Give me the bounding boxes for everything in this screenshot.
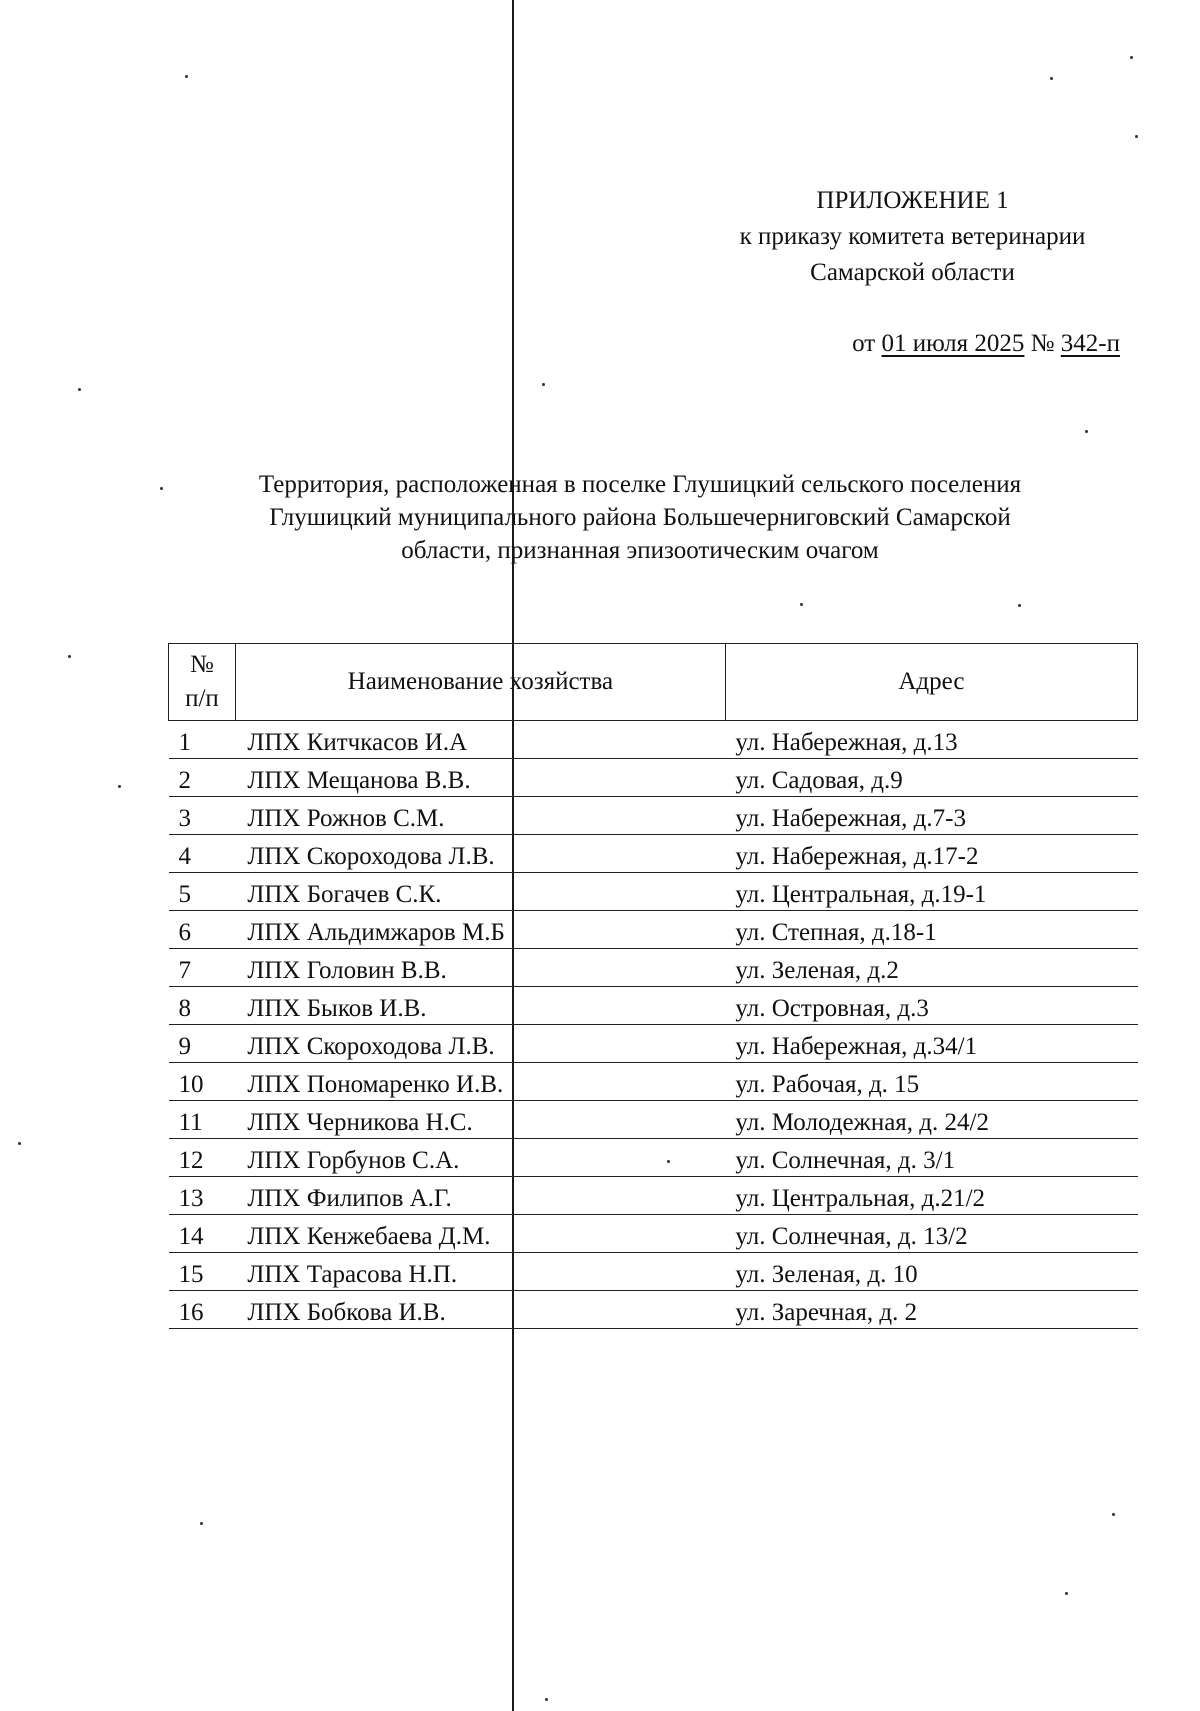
row-number: 8	[169, 987, 236, 1025]
household-address: ул. Солнечная, д. 13/2	[725, 1215, 1137, 1253]
table-row	[169, 1253, 1138, 1291]
scan-speck	[1050, 77, 1053, 80]
scan-speck	[78, 388, 81, 391]
order-date-line	[760, 326, 1120, 362]
table-header	[169, 644, 1138, 721]
household-name: ЛПХ Скороходова Л.В.	[235, 835, 725, 873]
household-name: ЛПХ Черникова Н.С.	[235, 1101, 725, 1139]
household-address: ул. Центральная, д.19-1	[725, 873, 1137, 911]
household-address: ул. Зеленая, д. 10	[725, 1253, 1137, 1291]
table-row	[169, 759, 1138, 797]
table-row	[169, 1063, 1138, 1101]
appendix-order-reference: к приказу комитета ветеринарии	[739, 223, 1086, 250]
appendix-region: Самарской области	[810, 259, 1015, 286]
household-name: ЛПХ Китчкасов И.А	[235, 721, 725, 759]
row-number: 9	[169, 1025, 236, 1063]
row-number: 7	[169, 949, 236, 987]
row-number: 3	[169, 797, 236, 835]
row-number: 13	[169, 1177, 236, 1215]
table-row	[169, 1291, 1138, 1329]
row-number: 10	[169, 1063, 236, 1101]
household-name: ЛПХ Быков И.В.	[235, 987, 725, 1025]
scan-speck	[800, 603, 803, 606]
table-row	[169, 835, 1138, 873]
household-name: ЛПХ Головин В.В.	[235, 949, 725, 987]
order-number-sign: №	[1030, 330, 1055, 357]
table-row	[169, 1101, 1138, 1139]
household-address: ул. Солнечная, д. 3/1	[725, 1139, 1137, 1177]
household-address: ул. Рабочая, д. 15	[725, 1063, 1137, 1101]
household-name: ЛПХ Горбунов С.А.	[235, 1139, 725, 1177]
row-number: 15	[169, 1253, 236, 1291]
table-row	[169, 949, 1138, 987]
document-title	[180, 468, 1100, 567]
household-name: ЛПХ Бобкова И.В.	[235, 1291, 725, 1329]
table-body	[169, 721, 1138, 1329]
table-row	[169, 1215, 1138, 1253]
header-number-abbrev: п/п	[185, 685, 219, 712]
households-table	[168, 643, 1138, 1329]
household-address: ул. Заречная, д. 2	[725, 1291, 1137, 1329]
table-row	[169, 1139, 1138, 1177]
table-row	[169, 987, 1138, 1025]
row-number: 1	[169, 721, 236, 759]
scan-speck	[200, 1522, 203, 1525]
scan-speck	[1130, 56, 1133, 59]
title-line: области, признанная эпизоотическим очагом	[401, 537, 879, 564]
household-name: ЛПХ Мещанова В.В.	[235, 759, 725, 797]
title-line: Глушицкий муниципального района Большечерниговский Самарской	[269, 504, 1011, 531]
row-number: 11	[169, 1101, 236, 1139]
household-address: ул. Центральная, д.21/2	[725, 1177, 1137, 1215]
household-address: ул. Набережная, д.34/1	[725, 1025, 1137, 1063]
household-address: ул. Набережная, д.17-2	[725, 835, 1137, 873]
row-number: 4	[169, 835, 236, 873]
scan-speck	[185, 75, 188, 78]
scan-speck	[18, 1142, 21, 1145]
scan-speck	[1018, 604, 1021, 607]
household-name: ЛПХ Рожнов С.М.	[235, 797, 725, 835]
scan-speck	[1135, 135, 1138, 138]
scan-speck	[1085, 430, 1088, 433]
household-address: ул. Садовая, д.9	[725, 759, 1137, 797]
scan-speck	[1065, 1592, 1068, 1595]
household-address: ул. Степная, д.18-1	[725, 911, 1137, 949]
table-row	[169, 1177, 1138, 1215]
row-number: 14	[169, 1215, 236, 1253]
household-name: ЛПХ Филипов А.Г.	[235, 1177, 725, 1215]
order-date: 01 июля 2025	[881, 330, 1025, 357]
household-name: ЛПХ Тарасова Н.П.	[235, 1253, 725, 1291]
table-header-row	[169, 644, 1138, 721]
scan-speck	[160, 487, 163, 490]
appendix-header	[690, 183, 1135, 291]
title-line: Территория, расположенная в поселке Глушицкий сельского поселения	[258, 471, 1022, 498]
column-header-name: Наименование хозяйства	[235, 644, 725, 721]
scan-speck	[1112, 1513, 1115, 1516]
row-number: 12	[169, 1139, 236, 1177]
table-row	[169, 721, 1138, 759]
order-number: 342-п	[1060, 330, 1120, 357]
scan-speck	[118, 785, 121, 788]
scan-speck	[68, 655, 71, 658]
row-number: 2	[169, 759, 236, 797]
column-header-address: Адрес	[725, 644, 1137, 721]
household-name: ЛПХ Пономаренко И.В.	[235, 1063, 725, 1101]
row-number: 6	[169, 911, 236, 949]
household-name: ЛПХ Альдимжаров М.Б	[235, 911, 725, 949]
header-number-sign: №	[190, 651, 214, 678]
table-row	[169, 797, 1138, 835]
household-address: ул. Молодежная, д. 24/2	[725, 1101, 1137, 1139]
scan-speck	[545, 1698, 548, 1701]
household-name: ЛПХ Скороходова Л.В.	[235, 1025, 725, 1063]
appendix-title: ПРИЛОЖЕНИЕ 1	[816, 187, 1009, 214]
order-prefix: от	[852, 330, 876, 357]
row-number: 5	[169, 873, 236, 911]
table-row	[169, 911, 1138, 949]
table-row	[169, 873, 1138, 911]
household-name: ЛПХ Богачев С.К.	[235, 873, 725, 911]
scan-speck	[542, 383, 545, 386]
column-header-number	[169, 644, 236, 721]
household-address: ул. Островная, д.3	[725, 987, 1137, 1025]
table-row	[169, 1025, 1138, 1063]
household-address: ул. Набережная, д.7-3	[725, 797, 1137, 835]
household-name: ЛПХ Кенжебаева Д.М.	[235, 1215, 725, 1253]
row-number: 16	[169, 1291, 236, 1329]
household-address: ул. Набережная, д.13	[725, 721, 1137, 759]
household-address: ул. Зеленая, д.2	[725, 949, 1137, 987]
